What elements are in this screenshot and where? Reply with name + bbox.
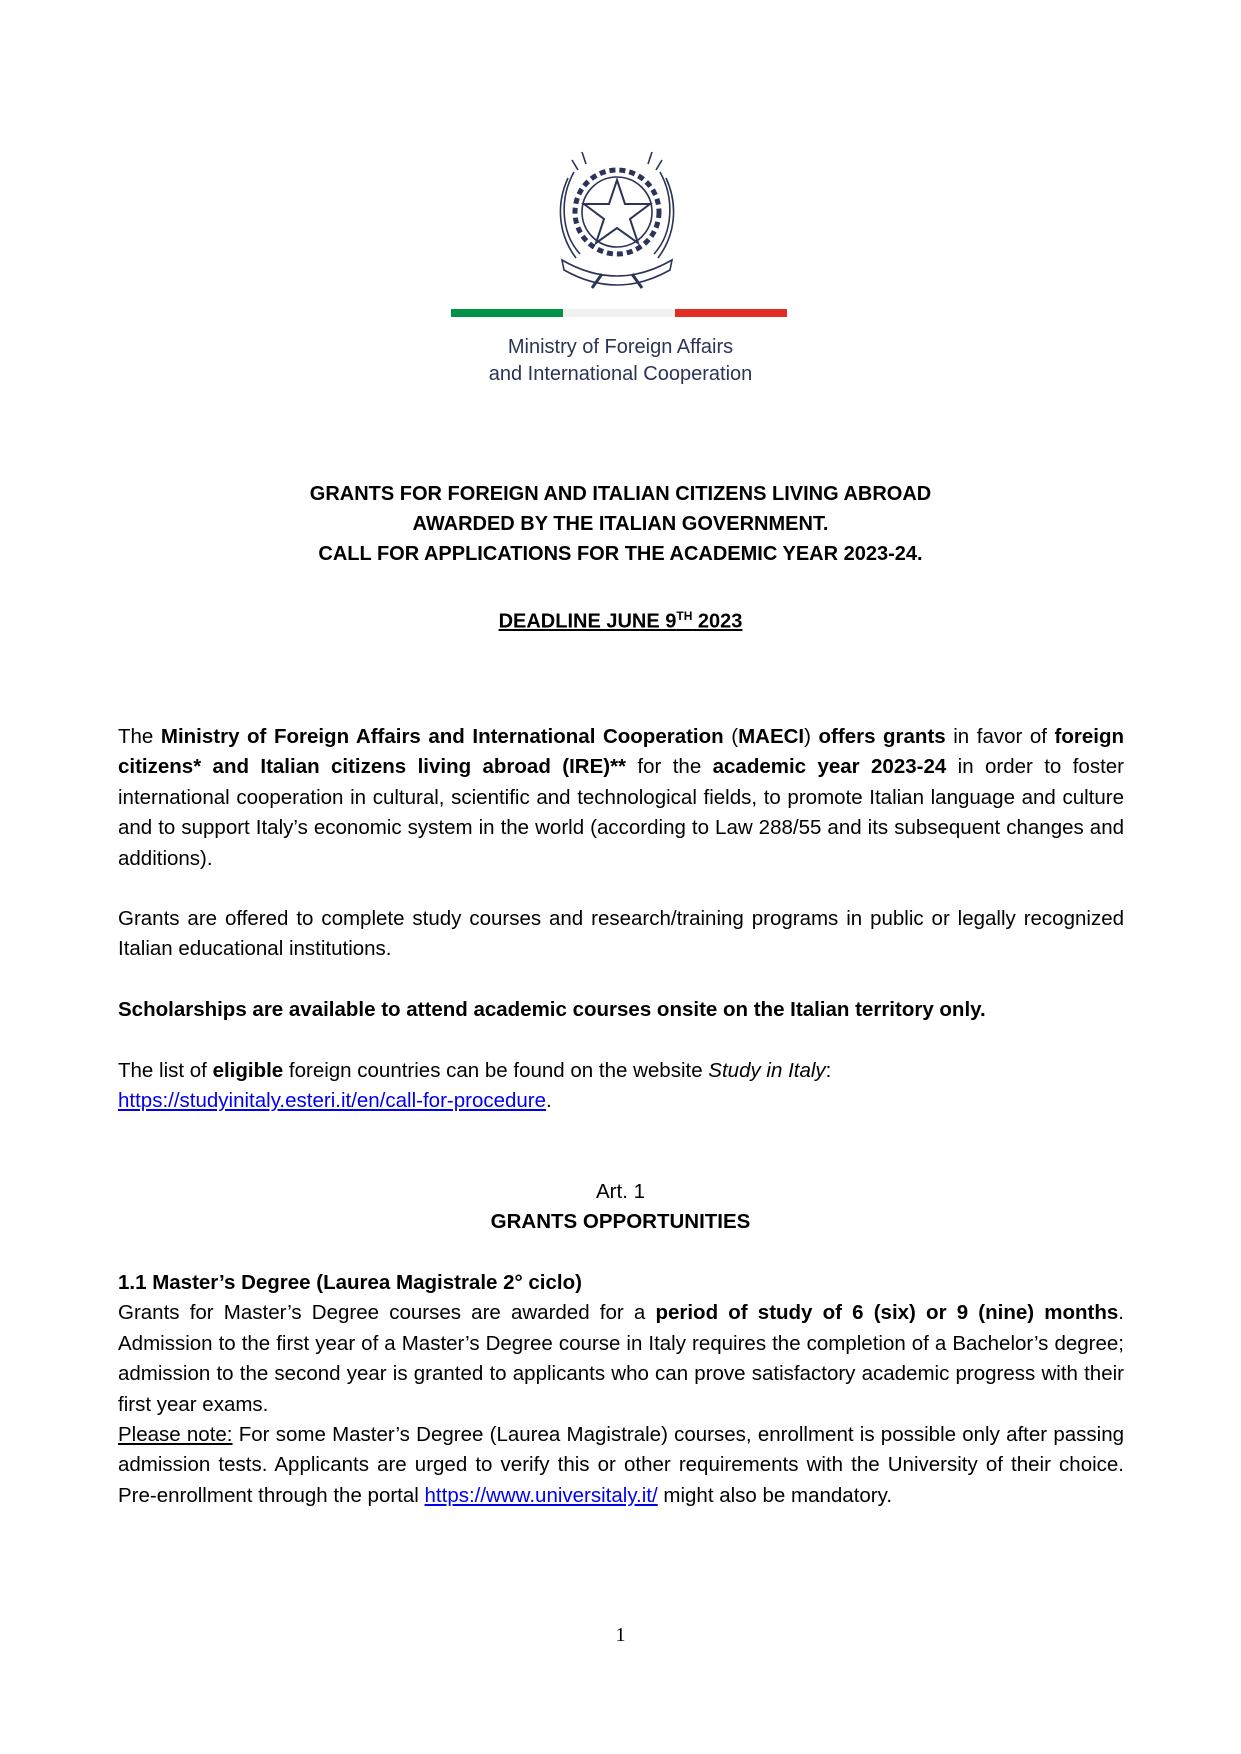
eligible-countries-paragraph: The list of eligible foreign countries can be found on the website Study in Italy: https://studyinitaly.esteri.it/en/call-for-procedure. bbox=[118, 1059, 832, 1113]
article-heading bbox=[0, 1177, 1241, 1237]
article-number: Art. 1 bbox=[596, 1180, 645, 1203]
document-title bbox=[0, 479, 1241, 569]
ministry-line-2: and International Cooperation bbox=[488, 363, 753, 385]
section-heading: 1.1 Master’s Degree (Laurea Magistrale 2° ciclo) bbox=[118, 1271, 582, 1294]
please-note-label: Please note: bbox=[118, 1423, 233, 1447]
deadline-text: DEADLINE JUNE 9 bbox=[498, 610, 677, 633]
intro-paragraph: The Ministry of Foreign Affairs and International Cooperation (MAECI) offers grants in favor of foreign citizens* and Italian citizens living abroad (IRE)** for the academic year 2023-24 in order to foster international cooperation in cultural, scientific and technological fields, to promote Italian language and culture and to support Italy’s economic system in the world (according to Law 288/55 and its subsequent changes and additions). bbox=[118, 725, 1124, 870]
title-line-1: GRANTS FOR FOREIGN AND ITALIAN CITIZENS LIVING ABROAD bbox=[309, 483, 932, 505]
article-title: GRANTS OPPORTUNITIES bbox=[490, 1210, 751, 1233]
flag-red-stripe bbox=[675, 309, 787, 317]
universitaly-link[interactable]: https://www.universitaly.it/ bbox=[424, 1483, 658, 1507]
deadline-heading bbox=[0, 601, 1241, 637]
onsite-notice: Scholarships are available to attend academic courses onsite on the Italian territory only. bbox=[118, 998, 986, 1021]
study-in-italy-link[interactable]: https://studyinitaly.esteri.it/en/call-for-procedure bbox=[118, 1089, 547, 1113]
section-masters-degree bbox=[118, 1268, 1124, 1511]
italian-flag-bar bbox=[451, 309, 787, 317]
republic-of-italy-emblem-icon bbox=[552, 142, 682, 292]
ministry-name bbox=[0, 334, 1241, 388]
flag-green-stripe bbox=[451, 309, 563, 317]
deadline-superscript: TH bbox=[676, 609, 693, 623]
title-line-2: AWARDED BY THE ITALIAN GOVERNMENT. bbox=[412, 513, 829, 535]
deadline-year: 2023 bbox=[692, 610, 743, 633]
page-number: 1 bbox=[615, 1624, 626, 1646]
grants-offered-paragraph: Grants are offered to complete study courses and research/training programs in public or legally recognized Italian educational institutions. bbox=[118, 907, 1124, 961]
title-line-3: CALL FOR APPLICATIONS FOR THE ACADEMIC YEAR 2023-24. bbox=[318, 543, 923, 565]
flag-white-stripe bbox=[563, 309, 675, 317]
ministry-line-1: Ministry of Foreign Affairs bbox=[507, 336, 734, 358]
section-body: Grants for Master’s Degree courses are awarded for a period of study of 6 (six) or 9 (nine) months. Admission to the first year of a Master’s Degree course in Italy requires the completion of a Bachelor’s degree; admission to the second year is granted to applicants who can prove satisfactory academic progress with their first year exams. Please note: For some Master’s Degree (Laurea Magistrale) courses, enrollment is possible only after passing admission tests. Applicants are urged to verify this or other requirements with the University of their choice. Pre-enrollment through the portal https://www.universitaly.it/ might also be mandatory. bbox=[118, 1301, 1124, 1507]
